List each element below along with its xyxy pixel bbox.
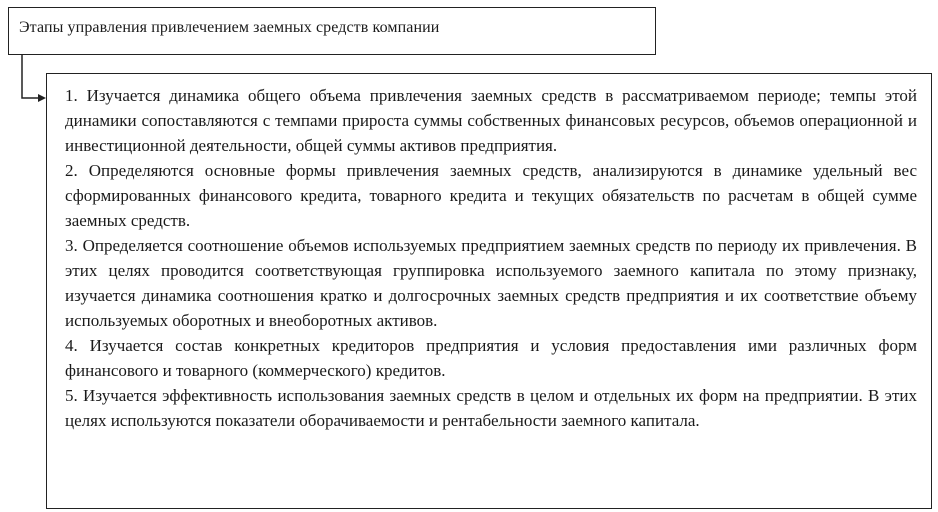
step-5: 5. Изучается эффективность использования заемных средств в целом и отдельных их форм на предприятии. В этих целях используются показатели оборачиваемости и рентабельности заемного капитала. xyxy=(65,386,917,430)
step-1: 1. Изучается динамика общего объема привлечения заемных средств в рассматриваемом периоде; темпы этой динамики сопоставляются с темпами прироста суммы собственных финансовых ресурсов, объемов операционной и инвестиционной деятельности, общей суммы активов предприятия. xyxy=(65,86,917,155)
diagram-title: Этапы управления привлечением заемных средств компании xyxy=(19,19,440,36)
step-2: 2. Определяются основные формы привлечения заемных средств, анализируются в динамике удельный вес сформированных финансового кредита, товарного кредита и текущих обязательств по расчетам в общей сумме заемных средств. xyxy=(65,161,917,230)
step-4: 4. Изучается состав конкретных кредиторов предприятия и условия предоставления ими различных форм финансового и товарного (коммерческого) кредитов. xyxy=(65,336,917,380)
step-3: 3. Определяется соотношение объемов используемых предприятием заемных средств по периоду их привлечения. В этих целях проводится соответствующая группировка используемого заемного капитала по этому признаку, изучается динамика соотношения кратко и долгосрочных заемных средств предприятия и их соответствие объему используемых оборотных и внеоборотных активов. xyxy=(65,236,917,330)
stages-box xyxy=(46,73,932,509)
